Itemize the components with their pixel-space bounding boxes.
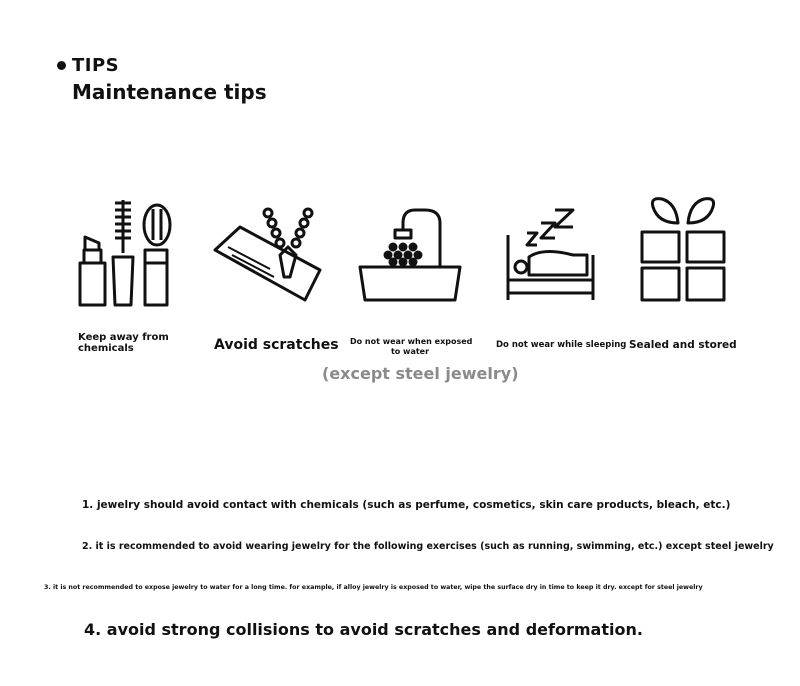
label-sealed-stored: Sealed and stored xyxy=(629,339,737,351)
label-line: chemicals xyxy=(78,343,134,354)
bullet-dot xyxy=(57,61,66,70)
necklace-scratch-icon xyxy=(210,205,325,305)
label-line: Keep away from xyxy=(78,332,169,343)
label-line: Do not wear when exposed xyxy=(350,337,473,346)
label-line: to water xyxy=(390,347,430,356)
tips-heading: TIPS xyxy=(72,55,120,76)
page-title: Maintenance tips xyxy=(72,80,267,104)
sleeping-bed-icon xyxy=(503,205,603,305)
cosmetics-icon xyxy=(75,195,175,310)
note-2: 2. it is recommended to avoid wearing jewelry for the following exercises (such as running, swimming, etc.) except steel jewelry xyxy=(82,541,774,552)
label-keep-away-chemicals xyxy=(78,332,169,354)
note-4: 4. avoid strong collisions to avoid scratches and deformation. xyxy=(84,620,643,639)
label-sleeping: Do not wear while sleeping xyxy=(496,340,627,350)
note-1: 1. jewelry should avoid contact with chemicals (such as perfume, cosmetics, skin care products, bleach, etc.) xyxy=(82,499,731,511)
gift-box-icon xyxy=(638,195,728,305)
note-3: 3. it is not recommended to expose jewelry to water for a long time. for example, if alloy jewelry is exposed to water, wipe the surface dry in time to keep it dry. except for steel jewelry xyxy=(44,584,703,591)
label-avoid-scratches: Avoid scratches xyxy=(214,337,339,353)
sink-faucet-icon xyxy=(355,205,465,305)
except-note: (except steel jewelry) xyxy=(322,364,519,383)
label-water xyxy=(350,337,473,357)
